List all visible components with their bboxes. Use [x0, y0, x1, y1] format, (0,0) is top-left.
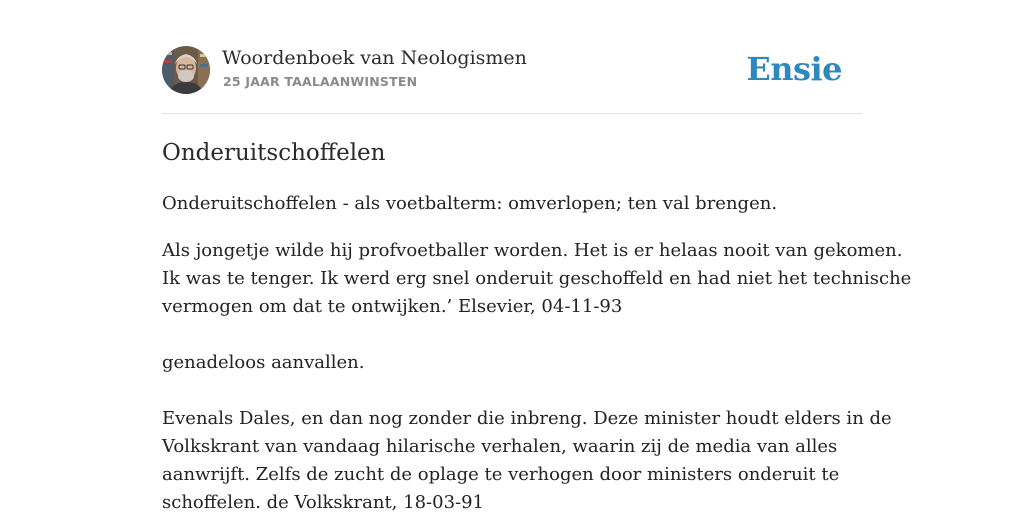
brand-logo[interactable]: Ensie — [746, 50, 842, 88]
entry-definition: Onderuitschoffelen - als voetbalterm: omverlopen; ten val brengen. — [162, 193, 778, 214]
quote-line: Als jongetje wilde hij profvoetballer worden. Het is er helaas nooit van gekomen. — [162, 240, 903, 261]
quote-line: Volkskrant van vandaag hilarische verhalen, waarin zij de media van alles — [162, 436, 838, 457]
site-subtitle: 25 JAAR TAALAANWINSTEN — [223, 74, 418, 89]
site-name[interactable]: Woordenboek van Neologismen — [222, 47, 527, 69]
sense-line: genadeloos aanvallen. — [162, 352, 365, 373]
entry-body — [162, 237, 912, 512]
author-portrait-icon — [162, 46, 210, 94]
divider — [162, 113, 862, 114]
page — [162, 0, 912, 512]
quote-paragraph — [162, 405, 892, 512]
quote-line: schoffelen. de Volkskrant, 18-03-91 — [162, 492, 485, 512]
quote-line: vermogen om dat te ontwijken.’ Elsevier, 04-11-93 — [162, 296, 623, 317]
entry-title: Onderuitschoffelen — [162, 140, 386, 166]
quote-line: Ik was te tenger. Ik werd erg snel onderuit geschoffeld en had niet het technische — [162, 268, 912, 289]
quote-line: Evenals Dales, en dan nog zonder die inbreng. Deze minister houdt elders in de — [162, 408, 892, 429]
avatar[interactable] — [162, 46, 210, 94]
sense-paragraph — [162, 349, 862, 377]
quote-line: aanwrijft. Zelfs de zucht de oplage te verhogen door ministers onderuit te — [162, 464, 840, 485]
header — [162, 46, 862, 96]
quote-paragraph — [162, 237, 912, 321]
